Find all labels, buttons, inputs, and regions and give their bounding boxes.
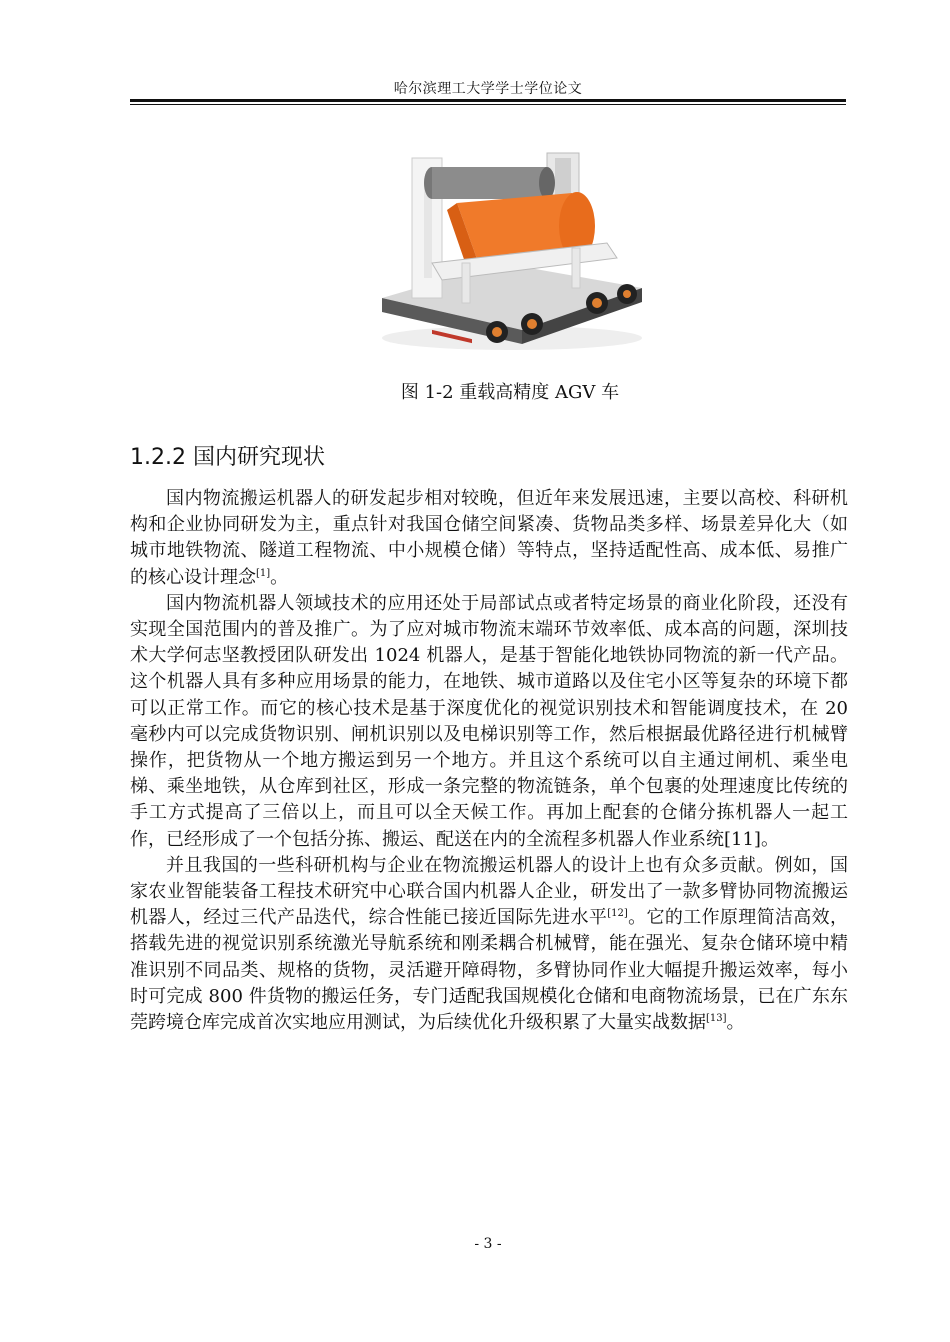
section-heading: 1.2.2 国内研究现状 [130,445,325,470]
paragraph-3 [130,853,848,1036]
page-header: 哈尔滨理工大学学士学位论文 [393,81,583,97]
figure-caption: 图 1-2 重载高精度 AGV 车 [400,382,620,403]
paragraph-2 [130,591,848,853]
citation: [12] [607,908,628,920]
paragraph-1-tail: 。 [270,566,289,588]
paragraph-1 [130,486,848,591]
paragraph-2-text: 国内物流机器人领域技术的应用还处于局部试点或者特定场景的商业化阶段，还没有实现全国范围内的普及推广。为了应对城市物流末端环节效率低、成本高的问题，深圳技术大学何志坚教授团队研发出 1024 机器人，是基于智能化地铁协同物流的新一代产品。这个机器人具有多种应用场景的能力，在地铁、城市道路以及住宅小区等复杂的环境下都可以正常工作。而它的核心技术是基于深度优化的视觉识别技术和智能调度技术，在 20 毫秒内可以完成货物识别、闸机识别以及电梯识别等工作，然后根据最优路径进行机械臂操作，把货物从一个地方搬运到另一个地方。并且这个系统可以自主通过闸机、乘坐电梯、乘坐地铁，从仓库到社区，形成一条完整的物流链条，单个包裹的处理速度比传统的手工方式提高了三倍以上，而且可以全天候工作。再加上配套的仓储分拣机器人一起工作，已经形成了一个包括分拣、搬运、配送在内的全流程多机器人作业系统[11]。 [130,592,848,850]
paragraph-3-end: 。 [726,1012,745,1034]
agv-vehicle-image [372,148,650,358]
citation: [1] [256,567,271,579]
page-number: - 3 - [474,1236,502,1252]
citation: [13] [706,1013,727,1025]
paragraph-1-text: 国内物流搬运机器人的研发起步相对较晚，但近年来发展迅速，主要以高校、科研机构和企业协同研发为主，重点针对我国仓储空间紧凑、货物品类多样、场景差异化大（如城市地铁物流、隧道工程物流、中小规模仓储）等特点，坚持适配性高、成本低、易推广的核心设计理念 [130,488,848,588]
paragraph-3-tail: 。它的工作原理简洁高效，搭载先进的视觉识别系统激光导航系统和刚柔耦合机械臂，能在强光、复杂仓储环境中精准识别不同品类、规格的货物，灵活避开障碍物，多臂协同作业大幅提升搬运效率，每小时可完成 800 件货物的搬运任务，专门适配我国规模化仓储和电商物流场景，已在广东东莞跨境仓库完成首次实地应用测试，为后续优化升级积累了大量实战数据 [130,907,849,1034]
body-text [130,486,848,1036]
header-rule-thick [130,99,846,102]
paragraph-3-text: 并且我国的一些科研机构与企业在物流搬运机器人的设计上也有众多贡献。例如，国家农业智能装备工程技术研究中心联合国内机器人企业，研发出了一款多臂协同物流搬运机器人，经过三代产品迭代，综合性能已接近国际先进水平 [130,854,848,929]
header-rule-thin [130,104,846,105]
